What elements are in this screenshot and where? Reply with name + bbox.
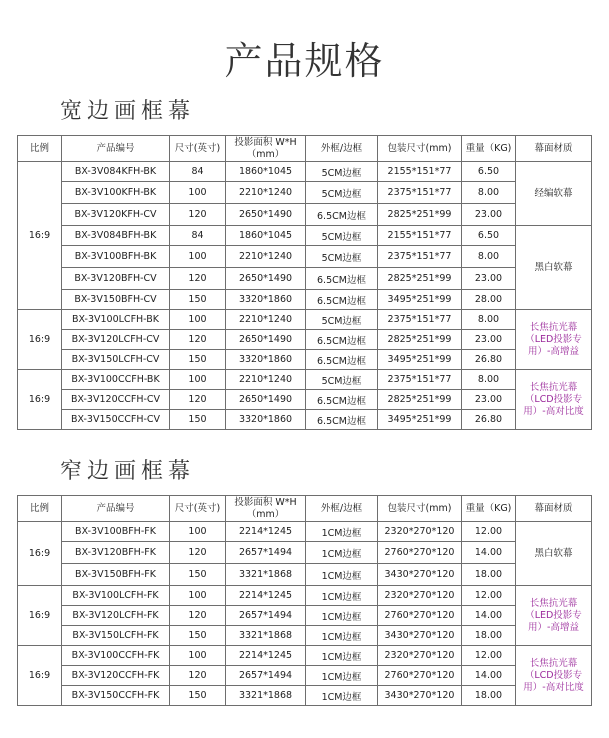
weight-cell: 14.00 — [462, 542, 516, 564]
weight-cell: 6.50 — [462, 226, 516, 246]
size-cell: 100 — [170, 586, 226, 606]
frame-cell: 1CM边框 — [306, 586, 378, 606]
material-label: 经编软幕 — [534, 188, 573, 199]
package-size-cell: 3430*270*120 — [378, 686, 462, 706]
frame-cell: 6.5CM边框 — [306, 290, 378, 310]
column-header: 投影面积 W*H（mm） — [226, 136, 306, 162]
area-cell: 1860*1045 — [226, 162, 306, 182]
product-code-cell: BX-3V120CCFH-FK — [62, 666, 170, 686]
product-code-cell: BX-3V100LCFH-FK — [62, 586, 170, 606]
table-row — [18, 586, 592, 606]
package-size-cell: 2155*151*77 — [378, 226, 462, 246]
package-size-cell: 2825*251*99 — [378, 268, 462, 290]
section-title-wide: 宽边画框幕 — [60, 99, 196, 124]
frame-cell: 1CM边框 — [306, 686, 378, 706]
table-row — [18, 268, 592, 290]
package-size-cell: 2375*151*77 — [378, 370, 462, 390]
size-cell: 100 — [170, 646, 226, 666]
product-code-cell: BX-3V120KFH-CV — [62, 204, 170, 226]
table-row — [18, 290, 592, 310]
column-header: 尺寸(英寸) — [170, 136, 226, 162]
size-cell: 150 — [170, 564, 226, 586]
area-cell: 3321*1868 — [226, 686, 306, 706]
material-label: 黑白软幕 — [534, 262, 573, 273]
material-cell — [516, 646, 592, 706]
weight-cell: 26.80 — [462, 410, 516, 430]
column-header: 外框/边框 — [306, 136, 378, 162]
area-cell: 2650*1490 — [226, 204, 306, 226]
wide-frame-spec-table — [17, 135, 592, 430]
material-cell — [516, 586, 592, 646]
product-code-cell: BX-3V100KFH-BK — [62, 182, 170, 204]
package-size-cell: 2760*270*120 — [378, 542, 462, 564]
column-header: 比例 — [18, 496, 62, 522]
size-cell: 120 — [170, 204, 226, 226]
table-row — [18, 564, 592, 586]
size-cell: 150 — [170, 410, 226, 430]
package-size-cell: 2375*151*77 — [378, 310, 462, 330]
frame-cell: 1CM边框 — [306, 666, 378, 686]
area-cell: 2657*1494 — [226, 666, 306, 686]
size-cell: 150 — [170, 290, 226, 310]
product-code-cell: BX-3V150CCFH-FK — [62, 686, 170, 706]
frame-cell: 1CM边框 — [306, 522, 378, 542]
table-row — [18, 666, 592, 686]
frame-cell: 1CM边框 — [306, 626, 378, 646]
product-code-cell: BX-3V120BFH-CV — [62, 268, 170, 290]
package-size-cell: 2375*151*77 — [378, 182, 462, 204]
ratio-cell: 16:9 — [18, 162, 62, 310]
area-cell: 2210*1240 — [226, 246, 306, 268]
page-title: 产品规格 — [224, 39, 385, 83]
frame-cell: 5CM边框 — [306, 310, 378, 330]
product-code-cell: BX-3V150LCFH-FK — [62, 626, 170, 646]
weight-cell: 28.00 — [462, 290, 516, 310]
weight-cell: 8.00 — [462, 246, 516, 268]
area-cell: 3320*1860 — [226, 410, 306, 430]
area-cell: 2650*1490 — [226, 330, 306, 350]
package-size-cell: 2320*270*120 — [378, 586, 462, 606]
weight-cell: 6.50 — [462, 162, 516, 182]
frame-cell: 1CM边框 — [306, 646, 378, 666]
weight-cell: 26.80 — [462, 350, 516, 370]
column-header: 比例 — [18, 136, 62, 162]
ratio-cell: 16:9 — [18, 586, 62, 646]
package-size-cell: 3430*270*120 — [378, 626, 462, 646]
area-cell: 3321*1868 — [226, 564, 306, 586]
package-size-cell: 2825*251*99 — [378, 390, 462, 410]
weight-cell: 23.00 — [462, 330, 516, 350]
area-cell: 2214*1245 — [226, 586, 306, 606]
package-size-cell: 3495*251*99 — [378, 350, 462, 370]
size-cell: 120 — [170, 330, 226, 350]
frame-cell: 5CM边框 — [306, 226, 378, 246]
weight-cell: 23.00 — [462, 390, 516, 410]
weight-cell: 8.00 — [462, 182, 516, 204]
package-size-cell: 2825*251*99 — [378, 330, 462, 350]
product-code-cell: BX-3V120CCFH-CV — [62, 390, 170, 410]
package-size-cell: 2320*270*120 — [378, 522, 462, 542]
material-label: 长焦抗光幕（LCD投影专用）-高对比度 — [523, 657, 584, 693]
weight-cell: 18.00 — [462, 626, 516, 646]
size-cell: 84 — [170, 162, 226, 182]
size-cell: 100 — [170, 246, 226, 268]
size-cell: 120 — [170, 666, 226, 686]
material-cell — [516, 522, 592, 586]
ratio-cell: 16:9 — [18, 310, 62, 370]
size-cell: 120 — [170, 542, 226, 564]
product-code-cell: BX-3V084BFH-BK — [62, 226, 170, 246]
frame-cell: 6.5CM边框 — [306, 410, 378, 430]
table-row — [18, 310, 592, 330]
frame-cell: 1CM边框 — [306, 564, 378, 586]
weight-cell: 8.00 — [462, 310, 516, 330]
package-size-cell: 2825*251*99 — [378, 204, 462, 226]
material-label: 长焦抗光幕（LED投影专用）-高增益 — [525, 597, 582, 633]
table-row — [18, 542, 592, 564]
weight-cell: 12.00 — [462, 522, 516, 542]
frame-cell: 6.5CM边框 — [306, 330, 378, 350]
ratio-cell: 16:9 — [18, 522, 62, 586]
package-size-cell: 2320*270*120 — [378, 646, 462, 666]
frame-cell: 6.5CM边框 — [306, 268, 378, 290]
weight-cell: 18.00 — [462, 686, 516, 706]
area-cell: 2210*1240 — [226, 310, 306, 330]
ratio-cell: 16:9 — [18, 370, 62, 430]
product-code-cell: BX-3V150CCFH-CV — [62, 410, 170, 430]
size-cell: 150 — [170, 686, 226, 706]
frame-cell: 6.5CM边框 — [306, 350, 378, 370]
table-header-row — [18, 136, 592, 162]
frame-cell: 6.5CM边框 — [306, 390, 378, 410]
table-row — [18, 686, 592, 706]
area-cell: 3321*1868 — [226, 626, 306, 646]
section-title-narrow: 窄边画框幕 — [60, 459, 196, 484]
area-cell: 3320*1860 — [226, 350, 306, 370]
weight-cell: 23.00 — [462, 204, 516, 226]
package-size-cell: 3430*270*120 — [378, 564, 462, 586]
area-cell: 2650*1490 — [226, 390, 306, 410]
package-size-cell: 2155*151*77 — [378, 162, 462, 182]
frame-cell: 5CM边框 — [306, 246, 378, 268]
column-header: 包装尺寸(mm) — [378, 136, 462, 162]
product-code-cell: BX-3V120LCFH-FK — [62, 606, 170, 626]
size-cell: 100 — [170, 182, 226, 204]
column-header: 重量（KG) — [462, 496, 516, 522]
table-row — [18, 162, 592, 182]
product-code-cell: BX-3V100CCFH-FK — [62, 646, 170, 666]
package-size-cell: 2375*151*77 — [378, 246, 462, 268]
column-header: 尺寸(英寸) — [170, 496, 226, 522]
size-cell: 120 — [170, 606, 226, 626]
frame-cell: 5CM边框 — [306, 182, 378, 204]
table-row — [18, 646, 592, 666]
weight-cell: 12.00 — [462, 646, 516, 666]
column-header: 幕面材质 — [516, 496, 592, 522]
area-cell: 1860*1045 — [226, 226, 306, 246]
size-cell: 84 — [170, 226, 226, 246]
size-cell: 150 — [170, 350, 226, 370]
column-header: 幕面材质 — [516, 136, 592, 162]
size-cell: 100 — [170, 370, 226, 390]
material-label: 长焦抗光幕（LCD投影专用）-高对比度 — [523, 381, 584, 417]
area-cell: 2210*1240 — [226, 370, 306, 390]
area-cell: 2650*1490 — [226, 268, 306, 290]
frame-cell: 1CM边框 — [306, 606, 378, 626]
table-row — [18, 522, 592, 542]
product-code-cell: BX-3V084KFH-BK — [62, 162, 170, 182]
material-cell — [516, 370, 592, 430]
package-size-cell: 2760*270*120 — [378, 666, 462, 686]
frame-cell: 5CM边框 — [306, 370, 378, 390]
weight-cell: 8.00 — [462, 370, 516, 390]
frame-cell: 5CM边框 — [306, 162, 378, 182]
table-row — [18, 350, 592, 370]
table-row — [18, 204, 592, 226]
weight-cell: 18.00 — [462, 564, 516, 586]
column-header: 外框/边框 — [306, 496, 378, 522]
area-cell: 2210*1240 — [226, 182, 306, 204]
area-cell: 2657*1494 — [226, 542, 306, 564]
table-row — [18, 606, 592, 626]
size-cell: 150 — [170, 626, 226, 646]
product-code-cell: BX-3V100BFH-BK — [62, 246, 170, 268]
column-header: 产品编号 — [62, 136, 170, 162]
weight-cell: 14.00 — [462, 666, 516, 686]
table-row — [18, 226, 592, 246]
weight-cell: 23.00 — [462, 268, 516, 290]
column-header: 产品编号 — [62, 496, 170, 522]
size-cell: 100 — [170, 522, 226, 542]
column-header: 重量（KG) — [462, 136, 516, 162]
size-cell: 100 — [170, 310, 226, 330]
product-code-cell: BX-3V120LCFH-CV — [62, 330, 170, 350]
material-label: 黑白软幕 — [534, 548, 573, 559]
weight-cell: 12.00 — [462, 586, 516, 606]
frame-cell: 1CM边框 — [306, 542, 378, 564]
column-header: 包装尺寸(mm) — [378, 496, 462, 522]
size-cell: 120 — [170, 268, 226, 290]
area-cell: 2657*1494 — [226, 606, 306, 626]
package-size-cell: 3495*251*99 — [378, 290, 462, 310]
narrow-frame-spec-table — [17, 495, 592, 706]
product-code-cell: BX-3V150BFH-CV — [62, 290, 170, 310]
material-cell — [516, 162, 592, 226]
area-cell: 2214*1245 — [226, 646, 306, 666]
product-code-cell: BX-3V100LCFH-BK — [62, 310, 170, 330]
product-code-cell: BX-3V150BFH-FK — [62, 564, 170, 586]
product-code-cell: BX-3V150LCFH-CV — [62, 350, 170, 370]
frame-cell: 6.5CM边框 — [306, 204, 378, 226]
table-row — [18, 390, 592, 410]
area-cell: 3320*1860 — [226, 290, 306, 310]
table-row — [18, 330, 592, 350]
area-cell: 2214*1245 — [226, 522, 306, 542]
ratio-cell: 16:9 — [18, 646, 62, 706]
package-size-cell: 2760*270*120 — [378, 606, 462, 626]
material-cell — [516, 310, 592, 370]
table-row — [18, 410, 592, 430]
product-code-cell: BX-3V100CCFH-BK — [62, 370, 170, 390]
table-header-row — [18, 496, 592, 522]
table-row — [18, 182, 592, 204]
material-cell — [516, 226, 592, 310]
product-code-cell: BX-3V100BFH-FK — [62, 522, 170, 542]
size-cell: 120 — [170, 390, 226, 410]
table-row — [18, 246, 592, 268]
package-size-cell: 3495*251*99 — [378, 410, 462, 430]
table-row — [18, 626, 592, 646]
table-row — [18, 370, 592, 390]
product-code-cell: BX-3V120BFH-FK — [62, 542, 170, 564]
weight-cell: 14.00 — [462, 606, 516, 626]
material-label: 长焦抗光幕（LED投影专用）-高增益 — [525, 321, 582, 357]
column-header: 投影面积 W*H（mm） — [226, 496, 306, 522]
